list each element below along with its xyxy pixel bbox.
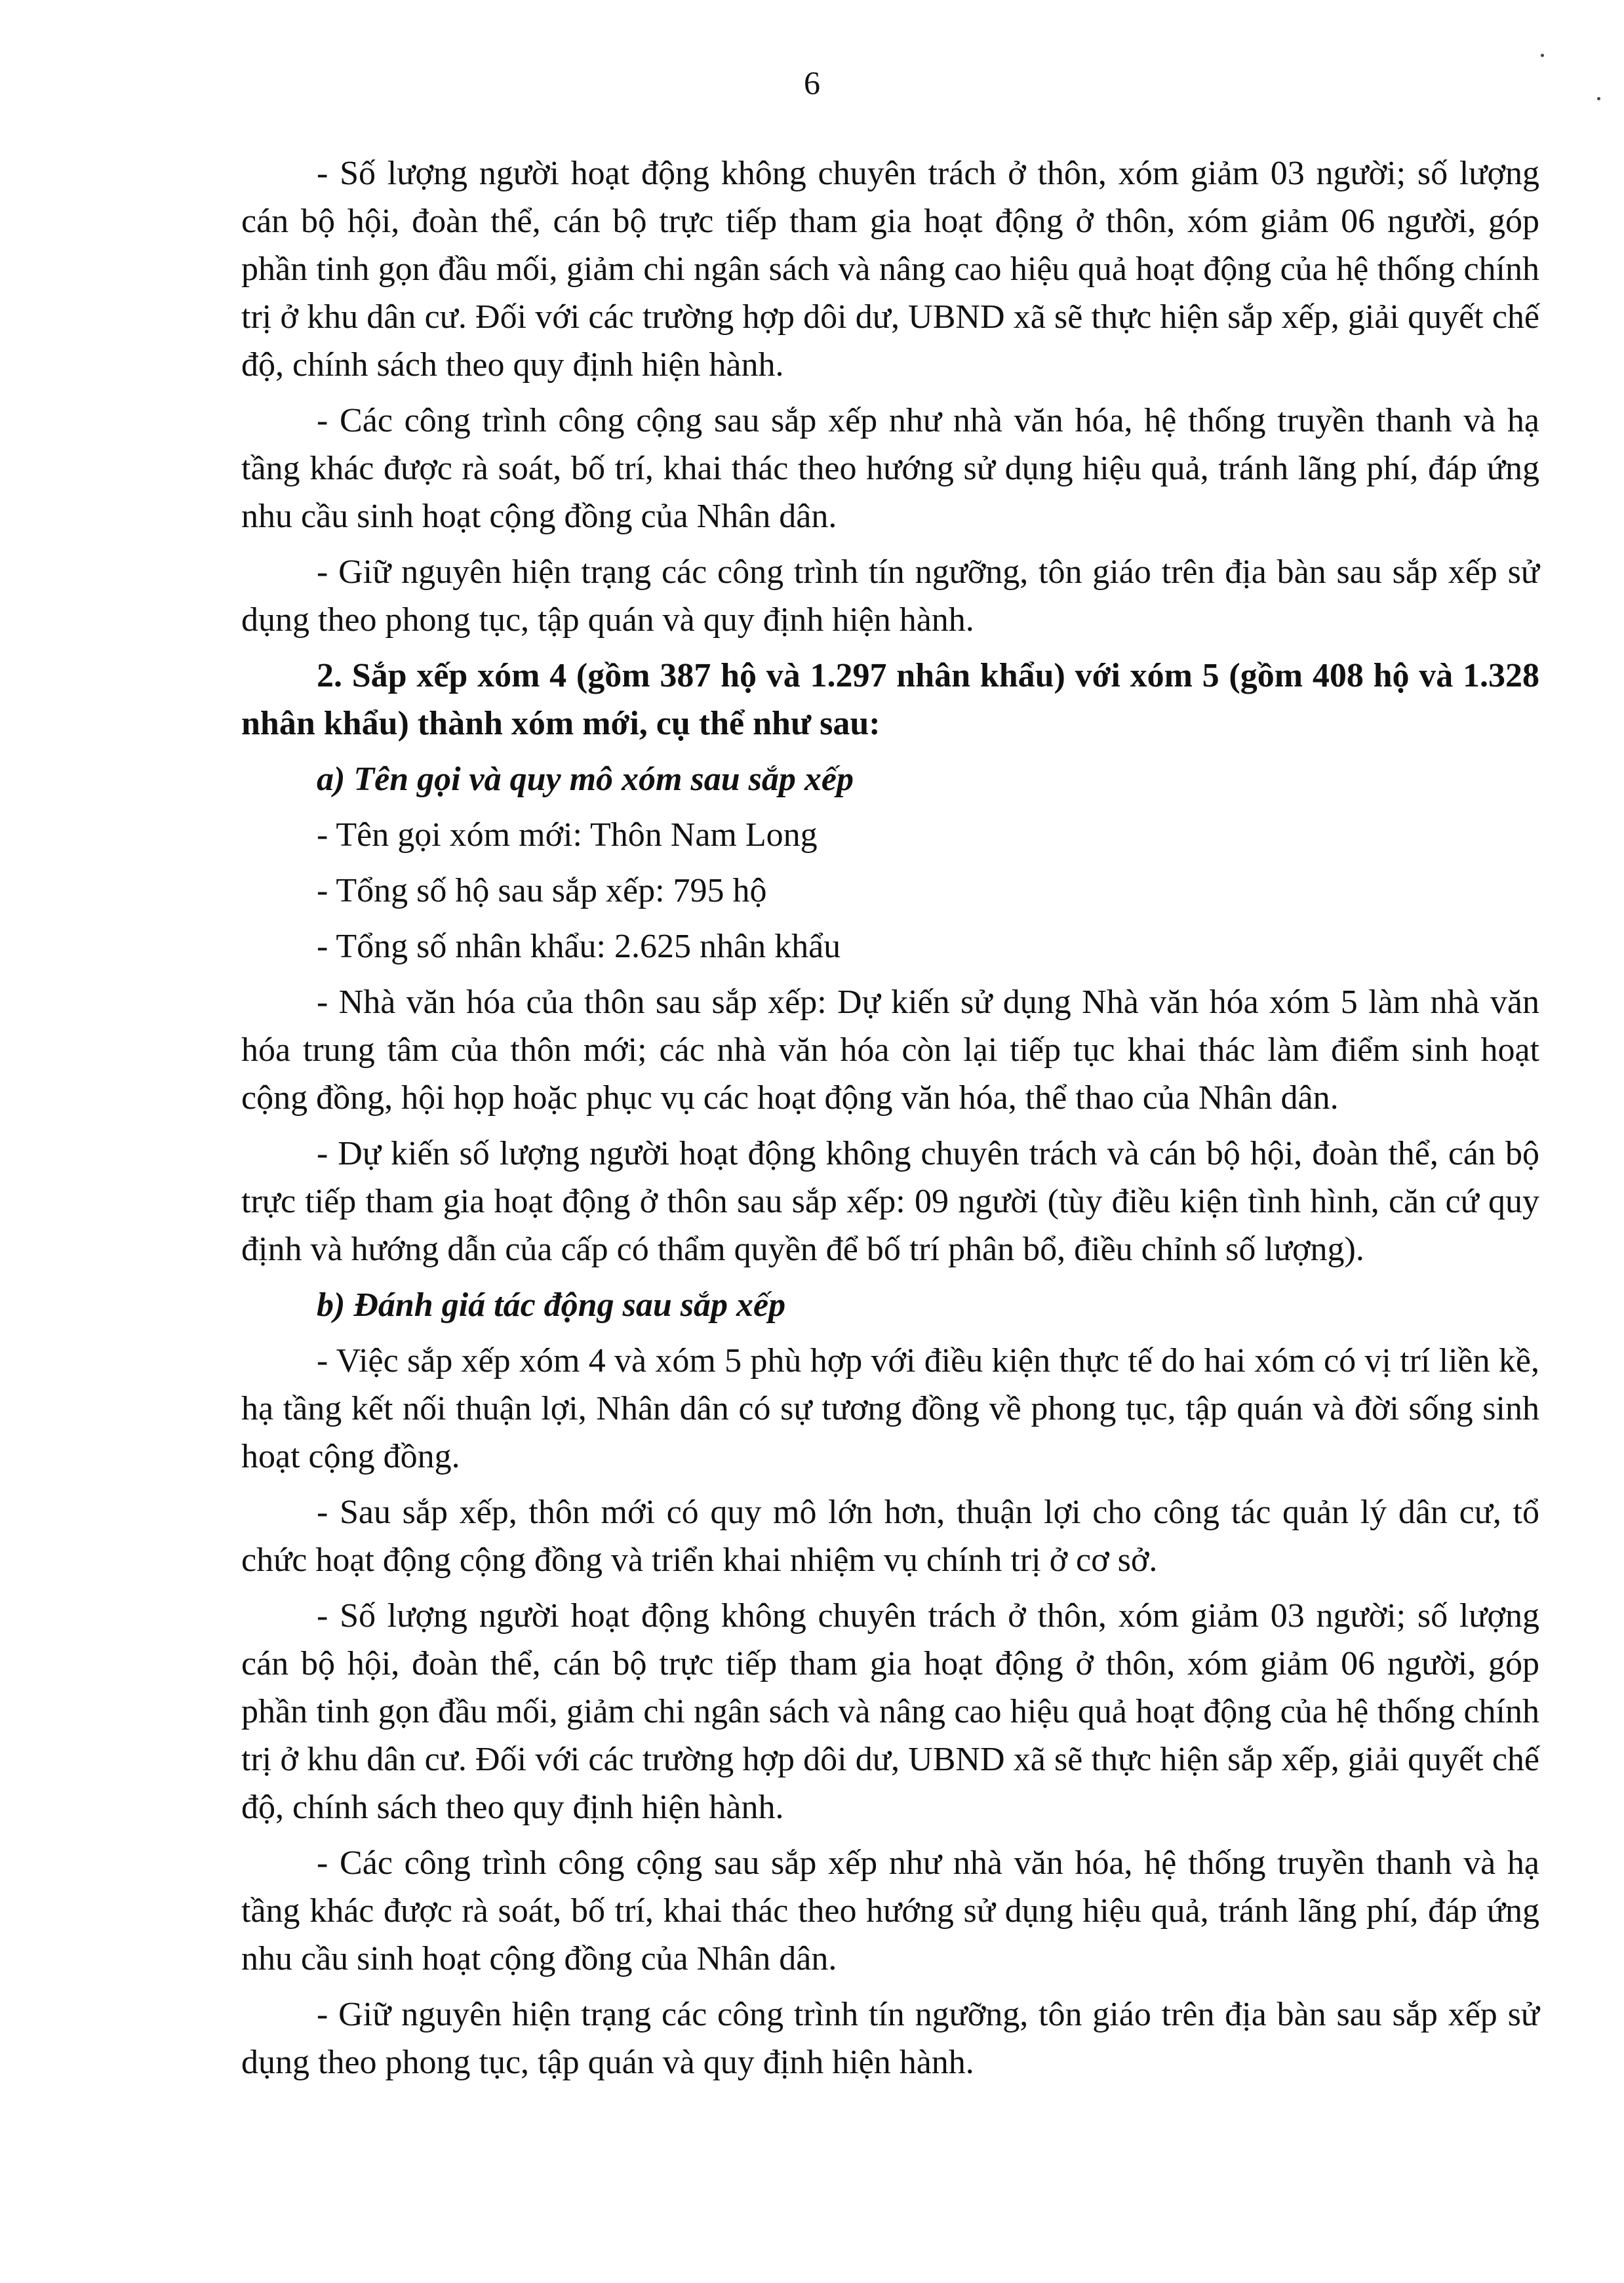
paragraph-expected-staff: - Dự kiến số lượng người hoạt động không chuyên trách và cán bộ hội, đoàn thể, cán bộ trực tiếp tham gia hoạt động ở thôn sau sắp xếp: 09 người (tùy điều kiện tình hình, căn cứ quy định và hướng dẫn của cấp có thẩm quyền để bố trí phân bổ, điều chỉnh số lượng). [241,1135,1539,1268]
scan-speck-right-edge [1597,97,1600,100]
paragraph-staff-reduction-1: - Số lượng người hoạt động không chuyên trách ở thôn, xóm giảm 03 người; số lượng cán bộ hội, đoàn thể, cán bộ trực tiếp tham gia hoạt động ở thôn, xóm giảm 06 người, góp phần tinh gọn đầu mối, giảm chi ngân sách và nâng cao hiệu quả hoạt động của hệ thống chính trị ở khu dân cư. Đối với các trường hợp dôi dư, UBND xã sẽ thực hiện sắp xếp, giải quyết chế độ, chính sách theo quy định hiện hành. [241,155,1539,384]
paragraph-suitability: - Việc sắp xếp xóm 4 và xóm 5 phù hợp với điều kiện thực tế do hai xóm có vị trí liền kề, hạ tầng kết nối thuận lợi, Nhân dân có sự tương đồng về phong tục, tập quán và đời sống sinh hoạt cộng đồng. [241,1342,1539,1475]
page-number: 6 [804,64,820,101]
paragraph-religious-works-2: - Giữ nguyên hiện trạng các công trình tín ngưỡng, tôn giáo trên địa bàn sau sắp xếp sử dụng theo phong tục, tập quán và quy định hiện hành. [241,1996,1539,2081]
subsection-a-heading: a) Tên gọi và quy mô xóm sau sắp xếp [317,761,854,798]
paragraph-religious-works-1: - Giữ nguyên hiện trạng các công trình tín ngưỡng, tôn giáo trên địa bàn sau sắp xếp sử dụng theo phong tục, tập quán và quy định hiện hành. [241,553,1539,639]
document-body [241,149,1539,2094]
paragraph-public-works-1: - Các công trình công cộng sau sắp xếp như nhà văn hóa, hệ thống truyền thanh và hạ tầng khác được rà soát, bố trí, khai thác theo hướng sử dụng hiệu quả, tránh lãng phí, đáp ứng nhu cầu sinh hoạt cộng đồng của Nhân dân. [241,402,1539,535]
paragraph-cultural-house: - Nhà văn hóa của thôn sau sắp xếp: Dự kiến sử dụng Nhà văn hóa xóm 5 làm nhà văn hóa trung tâm của thôn mới; các nhà văn hóa còn lại tiếp tục khai thác làm điểm sinh hoạt cộng đồng, hội họp hoặc phục vụ các hoạt động văn hóa, thể thao của Nhân dân. [241,983,1539,1117]
section-2-heading: 2. Sắp xếp xóm 4 (gồm 387 hộ và 1.297 nhân khẩu) với xóm 5 (gồm 408 hộ và 1.328 nhân khẩu) thành xóm mới, cụ thể như sau: [241,657,1539,742]
scan-speck-top-right [1541,54,1544,57]
paragraph-household-total: - Tổng số hộ sau sắp xếp: 795 hộ [317,872,767,909]
paragraph-new-name: - Tên gọi xóm mới: Thôn Nam Long [317,816,818,854]
paragraph-public-works-2: - Các công trình công cộng sau sắp xếp như nhà văn hóa, hệ thống truyền thanh và hạ tầng khác được rà soát, bố trí, khai thác theo hướng sử dụng hiệu quả, tránh lãng phí, đáp ứng nhu cầu sinh hoạt cộng đồng của Nhân dân. [241,1844,1539,1977]
paragraph-staff-reduction-2: - Số lượng người hoạt động không chuyên trách ở thôn, xóm giảm 03 người; số lượng cán bộ hội, đoàn thể, cán bộ trực tiếp tham gia hoạt động ở thôn, xóm giảm 06 người, góp phần tinh gọn đầu mối, giảm chi ngân sách và nâng cao hiệu quả hoạt động của hệ thống chính trị ở khu dân cư. Đối với các trường hợp dôi dư, UBND xã sẽ thực hiện sắp xếp, giải quyết chế độ, chính sách theo quy định hiện hành. [241,1597,1539,1826]
paragraph-larger-scale: - Sau sắp xếp, thôn mới có quy mô lớn hơn, thuận lợi cho công tác quản lý dân cư, tổ chức hoạt động cộng đồng và triển khai nhiệm vụ chính trị ở cơ sở. [241,1494,1539,1579]
paragraph-population-total: - Tổng số nhân khẩu: 2.625 nhân khẩu [317,928,841,965]
subsection-b-heading: b) Đánh giá tác động sau sắp xếp [317,1286,786,1324]
